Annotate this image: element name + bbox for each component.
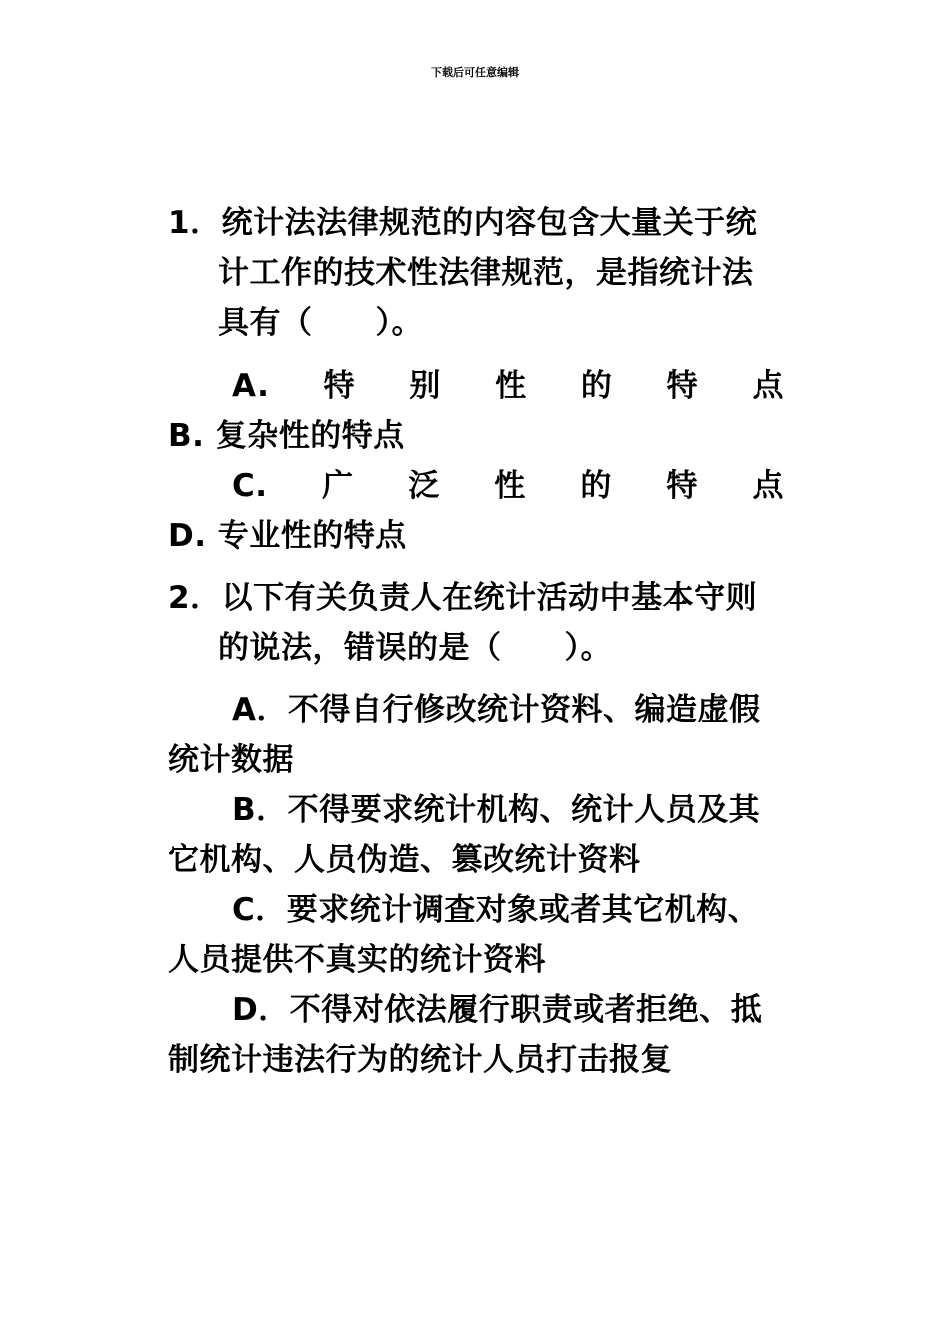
q2-option-b-line-1: B．不得要求统计机构、统计人员及其 [232,792,761,828]
q2-option-c-line-1: C．要求统计调查对象或者其它机构、 [232,892,760,928]
option-char: 特 [666,368,699,404]
q2-option-d-line-1: D．不得对依法履行职责或者拒绝、抵 [232,992,763,1028]
option-char: 点 [752,368,784,404]
q2-option-c-line-2: 人员提供不真实的统计资料 [168,942,546,978]
option-char: 的 [580,468,612,504]
q1-stem-line-1: 1．统计法法律规范的内容包含大量关于统 [168,205,758,241]
q1-option-a [232,366,784,406]
q2-option-b-line-2: 它机构、人员伪造、篡改统计资料 [168,842,641,878]
option-char: 别 [409,368,441,404]
page-header: 下载后可任意编辑 [431,66,519,79]
option-char: 性 [494,468,526,504]
option-char: 性 [495,368,527,404]
q1-stem-line-2: 计工作的技术性法律规范，是指统计法 [218,255,754,291]
q1-option-b: B. 复杂性的特点 [168,418,405,454]
q2-option-a-line-2: 统计数据 [168,742,294,778]
option-char: 泛 [408,468,440,504]
option-char: 广 [322,468,354,504]
q1-option-c [232,466,784,506]
option-char: 点 [752,468,784,504]
option-letter: C. [232,468,268,504]
option-letter: A. [232,368,270,404]
q2-option-d-line-2: 制统计违法行为的统计人员打击报复 [168,1042,672,1078]
q2-stem-line-2: 的说法，错误的是（ ）。 [218,630,612,666]
q1-option-d: D. 专业性的特点 [168,518,407,554]
q2-option-a-line-1: A．不得自行修改统计资料、编造虚假 [232,692,761,728]
option-char: 的 [580,368,613,404]
option-char: 特 [323,368,356,404]
q1-stem-line-3: 具有（ ）。 [218,305,423,341]
q2-stem-line-1: 2．以下有关负责人在统计活动中基本守则 [168,580,758,616]
option-char: 特 [666,468,698,504]
